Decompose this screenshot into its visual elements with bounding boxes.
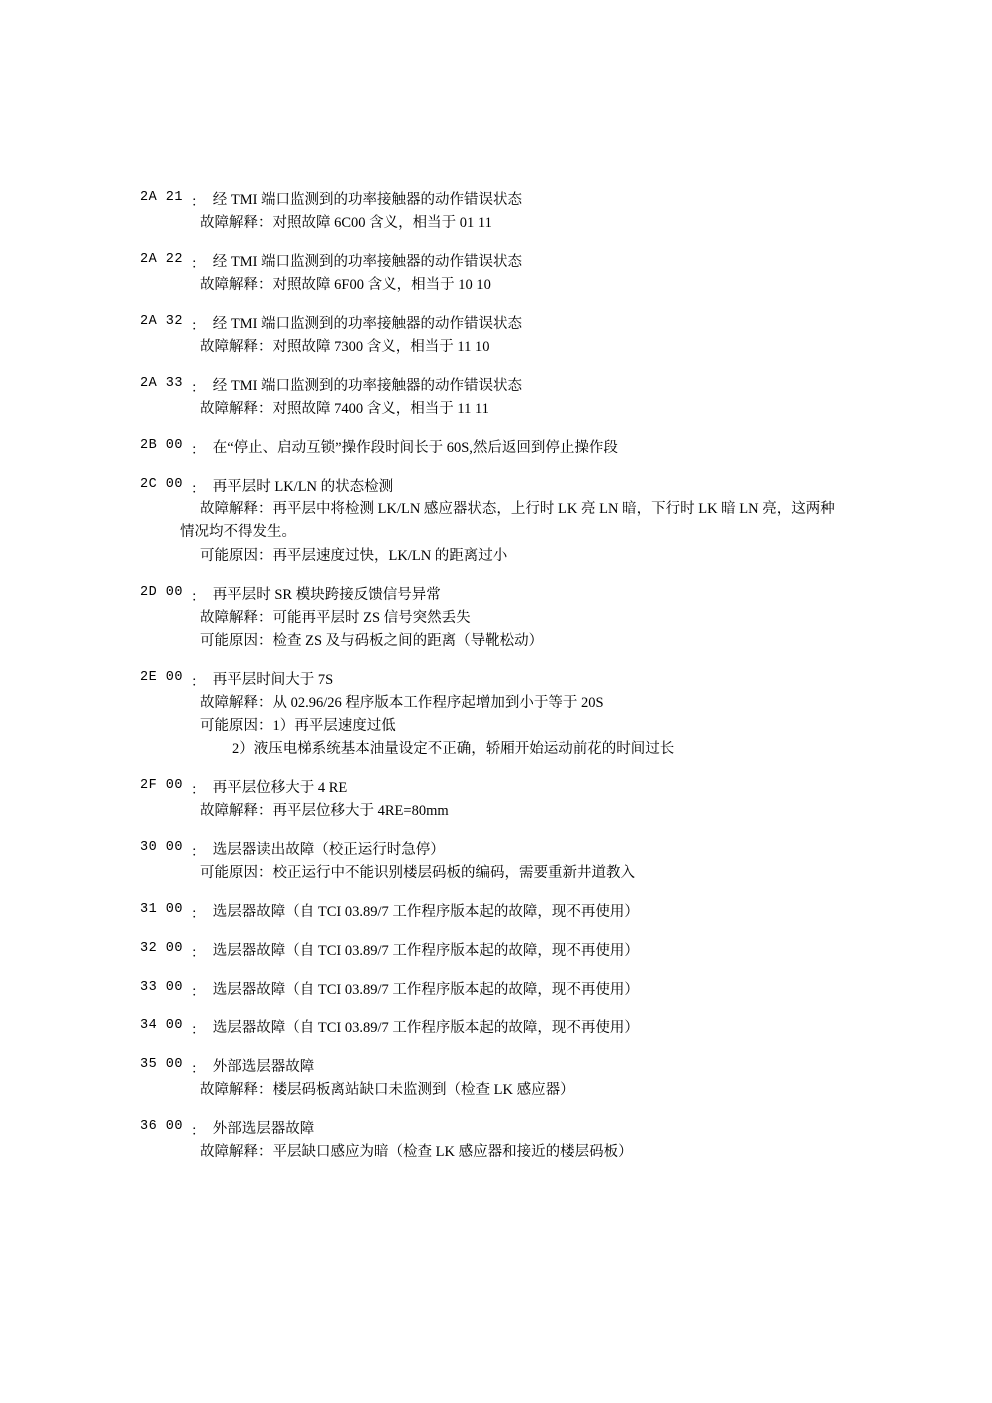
fault-code: 33 00 <box>140 979 184 995</box>
fault-detail-line: 故障解释：对照故障 7400 含义，相当于 11 11 <box>200 400 489 417</box>
fault-entry <box>140 190 860 235</box>
fault-entry-header <box>140 1119 860 1141</box>
fault-code: 2B 00 <box>140 437 184 453</box>
fault-entry <box>140 1057 860 1102</box>
fault-code-separator: ： <box>183 590 213 606</box>
fault-entry <box>140 941 860 963</box>
fault-code: 32 00 <box>140 940 184 956</box>
fault-entry-header <box>140 376 860 398</box>
fault-code-separator: ： <box>183 443 213 459</box>
fault-entry-header <box>140 941 860 963</box>
fault-code: 30 00 <box>140 840 184 856</box>
fault-title: 经 TMI 端口监测到的功率接触器的动作错误状态 <box>212 253 523 270</box>
fault-detail-line: 情况均不得发生。 <box>180 524 296 541</box>
fault-title: 再平层位移大于 4 RE <box>212 780 348 797</box>
fault-entry <box>140 840 860 885</box>
fault-detail-line: 可能原因：检查 ZS 及与码板之间的距离（导靴松动） <box>200 632 544 649</box>
fault-entry <box>140 585 860 653</box>
fault-entry-header <box>140 252 860 274</box>
fault-entry <box>140 438 860 460</box>
fault-entry-header <box>140 902 860 924</box>
fault-entry <box>140 314 860 359</box>
fault-code: 2A 33 <box>140 375 184 391</box>
fault-code: 31 00 <box>140 902 184 918</box>
fault-code: 34 00 <box>140 1018 184 1034</box>
fault-code-separator: ： <box>183 1024 213 1040</box>
fault-title: 再平层时间大于 7S <box>212 671 334 688</box>
fault-detail-line: 故障解释：可能再平层时 ZS 信号突然丢失 <box>200 609 471 626</box>
fault-detail-line: 故障解释：再平层中将检测 LK/LN 感应器状态，上行时 LK 亮 LN 暗，下行时 LK 暗 LN 亮，这两种 <box>200 501 835 518</box>
fault-entry-header <box>140 1057 860 1079</box>
fault-entry <box>140 477 860 568</box>
fault-code: 2D 00 <box>140 584 184 600</box>
fault-code-separator: ： <box>183 381 213 397</box>
fault-entry-header <box>140 477 860 499</box>
fault-entry <box>140 1018 860 1040</box>
fault-entry-header <box>140 778 860 800</box>
fault-code-separator: ： <box>183 946 213 962</box>
fault-title: 经 TMI 端口监测到的功率接触器的动作错误状态 <box>212 315 523 332</box>
fault-entry-header <box>140 980 860 1002</box>
fault-title: 外部选层器故障 <box>212 1059 315 1076</box>
fault-code: 35 00 <box>140 1057 184 1073</box>
fault-detail-line: 可能原因：校正运行中不能识别楼层码板的编码，需要重新井道教入 <box>200 864 635 881</box>
fault-code-separator: ： <box>183 482 213 498</box>
fault-code: 36 00 <box>140 1119 184 1135</box>
fault-detail-line: 可能原因：1）再平层速度过低 <box>200 717 396 734</box>
fault-entry-header <box>140 438 860 460</box>
fault-entry-header <box>140 840 860 862</box>
fault-entry <box>140 1119 860 1164</box>
fault-title: 外部选层器故障 <box>212 1121 315 1138</box>
fault-entry <box>140 670 860 761</box>
fault-detail-line: 故障解释：楼层码板离站缺口未监测到（检查 LK 感应器） <box>200 1081 575 1098</box>
fault-detail-line: 2）液压电梯系统基本油量设定不正确，轿厢开始运动前花的时间过长 <box>232 741 675 758</box>
fault-title: 选层器故障（自 TCI 03.89/7 工作程序版本起的故障，现不再使用） <box>212 1020 639 1037</box>
fault-code: 2E 00 <box>140 669 184 685</box>
fault-code-separator: ： <box>183 908 213 924</box>
fault-entry-header <box>140 1018 860 1040</box>
fault-detail-line: 故障解释：对照故障 6C00 含义，相当于 01 11 <box>200 214 492 231</box>
fault-code: 2A 22 <box>140 251 184 267</box>
fault-entry-header <box>140 585 860 607</box>
fault-code-separator: ： <box>183 1125 213 1141</box>
fault-detail-line: 故障解释：平层缺口感应为暗（检查 LK 感应器和接近的楼层码板） <box>200 1143 633 1160</box>
fault-code: 2C 00 <box>140 476 184 492</box>
fault-entry-header <box>140 670 860 692</box>
fault-title: 选层器故障（自 TCI 03.89/7 工作程序版本起的故障，现不再使用） <box>212 942 639 959</box>
fault-title: 再平层时 SR 模块跨接反馈信号异常 <box>212 586 441 603</box>
fault-code-separator: ： <box>183 675 213 691</box>
fault-entry <box>140 980 860 1002</box>
fault-detail-line: 故障解释：从 02.96/26 程序版本工作程序起增加到小于等于 20S <box>200 694 604 711</box>
fault-entry <box>140 778 860 823</box>
fault-title: 再平层时 LK/LN 的状态检测 <box>212 478 394 495</box>
fault-code: 2F 00 <box>140 778 184 794</box>
fault-code-separator: ： <box>183 846 213 862</box>
fault-code-separator: ： <box>183 985 213 1001</box>
fault-entry <box>140 252 860 297</box>
fault-code-separator: ： <box>183 1063 213 1079</box>
fault-entry-header <box>140 190 860 212</box>
fault-detail-line: 可能原因：再平层速度过快，LK/LN 的距离过小 <box>200 547 508 564</box>
fault-title: 在“停止、启动互锁”操作段时间长于 60S,然后返回到停止操作段 <box>212 439 618 456</box>
fault-detail-line: 故障解释：对照故障 7300 含义，相当于 11 10 <box>200 338 490 355</box>
fault-code-separator: ： <box>183 196 213 211</box>
fault-title: 经 TMI 端口监测到的功率接触器的动作错误状态 <box>212 377 523 394</box>
fault-title: 经 TMI 端口监测到的功率接触器的动作错误状态 <box>212 192 523 208</box>
fault-entry-header <box>140 314 860 336</box>
fault-code-separator: ： <box>183 319 213 335</box>
fault-detail-line: 故障解释：对照故障 6F00 含义，相当于 10 10 <box>200 276 491 293</box>
fault-code-list <box>140 190 860 1181</box>
fault-code-separator: ： <box>183 257 213 273</box>
fault-title: 选层器故障（自 TCI 03.89/7 工作程序版本起的故障，现不再使用） <box>212 981 639 998</box>
fault-detail-line: 故障解释：再平层位移大于 4RE=80mm <box>200 803 449 819</box>
fault-title: 选层器故障（自 TCI 03.89/7 工作程序版本起的故障，现不再使用） <box>212 904 639 921</box>
fault-entry <box>140 376 860 421</box>
fault-code: 2A 21 <box>140 190 184 205</box>
fault-code: 2A 32 <box>140 313 184 329</box>
fault-title: 选层器读出故障（校正运行时急停） <box>212 842 445 859</box>
fault-code-separator: ： <box>183 784 213 800</box>
fault-entry <box>140 902 860 924</box>
